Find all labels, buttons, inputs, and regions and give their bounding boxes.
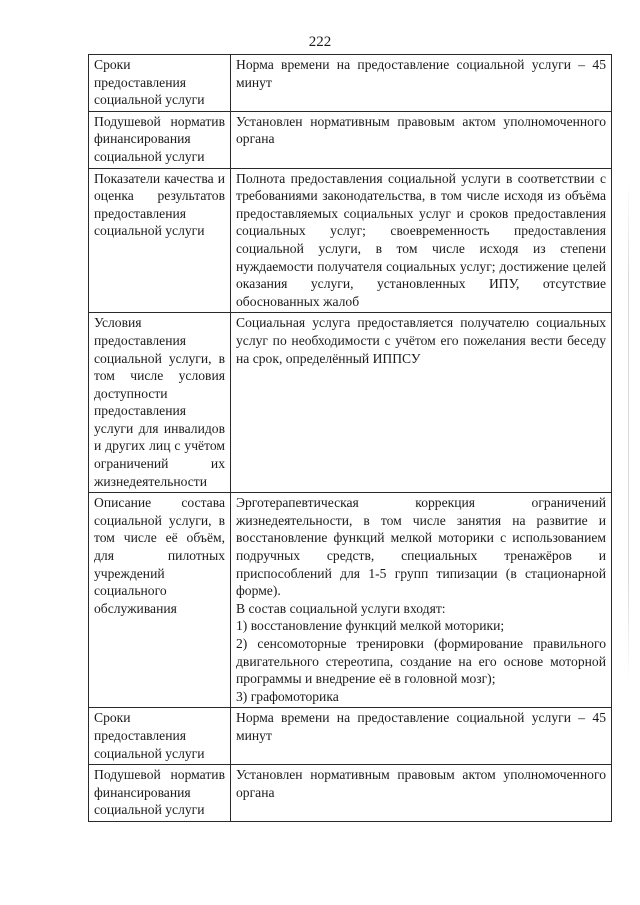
row-value	[231, 168, 612, 313]
value-list-item: 1) восстановление функций мелкой моторики;	[236, 618, 505, 634]
value-text: В состав социальной услуги входят:	[236, 600, 446, 616]
row-label: Подушевой норматив финансирования социальной услуги	[89, 111, 231, 168]
row-label: Условия предоставления социальной услуги, в том числе условия доступности предоставления услуги для инвалидов и других лиц с учётом ограничений их жизнедеятельности	[89, 313, 231, 493]
value-list-item: 2) сенсомоторные тренировки (формирование правильного двигательного стереотипа, создание на его основе моторной программы и внедрение её в головной мозг);	[236, 636, 606, 687]
row-value	[231, 313, 612, 493]
table-row	[89, 168, 612, 313]
table-row	[89, 55, 612, 112]
row-value	[231, 111, 612, 168]
row-label: Сроки предоставления социальной услуги	[89, 55, 231, 112]
value-text: Социальная услуга предоставляется получателю социальных услуг по необходимости с учётом его пожелания вести беседу на срок, определённый ИППСУ	[236, 315, 606, 366]
value-text: Установлен нормативным правовым актом уполномоченного органа	[236, 113, 606, 147]
row-label: Сроки предоставления социальной услуги	[89, 708, 231, 765]
row-value	[231, 765, 612, 822]
value-list-item: 3) графомоторика	[236, 688, 339, 704]
row-value	[231, 708, 612, 765]
page-number: 222	[308, 34, 332, 50]
value-text: Эрготерапевтическая коррекция ограничений жизнедеятельности, в том числе занятия на развитие и восстановление функций мелкой моторики с использованием подручных средств, специальных тренажёров и приспособлений для 1-5 групп типизации (в стационарной форме).	[236, 495, 606, 599]
row-value	[231, 493, 612, 708]
table-row	[89, 313, 612, 493]
table-row	[89, 708, 612, 765]
row-label: Подушевой норматив финансирования социальной услуги	[89, 765, 231, 822]
table-row	[89, 765, 612, 822]
row-value	[231, 55, 612, 112]
table-row	[89, 111, 612, 168]
value-text: Норма времени на предоставление социальной услуги – 45 минут	[236, 710, 606, 743]
value-text: Установлен нормативным правовым актом уполномоченного органа	[236, 767, 606, 800]
value-text: Полнота предоставления социальной услуги в соответствии с требованиями законодательства, в том числе исходя из объёма предоставляемых социальных услуг и сроков предоставления социальных услуг; своевременность предоставления социальной услуги, в том числе исходя из степени нуждаемости получателя социальных услуг; достижение целей оказания услуги, установленных ИПУ, отсутствие обоснованных жалоб	[236, 170, 606, 309]
row-label: Показатели качества и оценка результатов предоставления социальной услуги	[89, 168, 231, 313]
value-text: Норма времени на предоставление социальной услуги – 45 минут	[236, 57, 606, 90]
service-description-table	[88, 54, 612, 822]
row-label: Описание состава социальной услуги, в том числе её объём, для пилотных учреждений социального обслуживания	[89, 493, 231, 708]
scan-artifact-line	[628, 180, 629, 680]
table-row	[89, 493, 612, 708]
